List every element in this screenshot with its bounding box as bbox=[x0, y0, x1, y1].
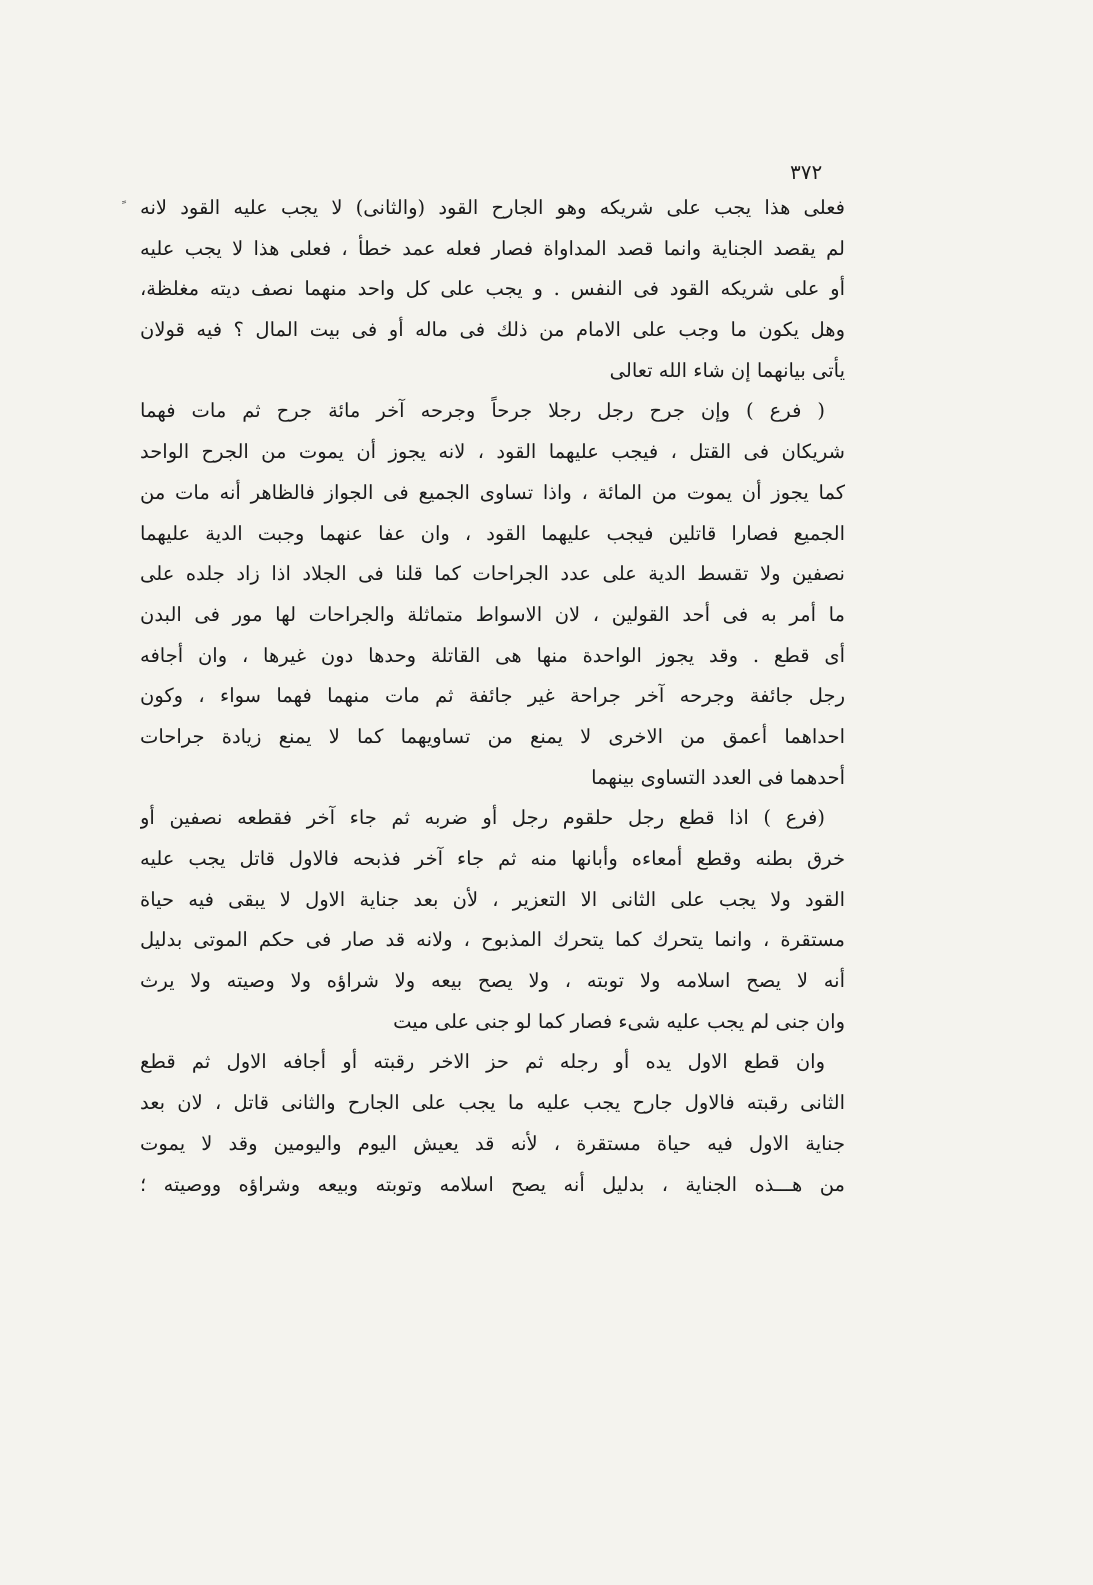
text-line: أنه لا يصح اسلامه ولا توبته ، ولا يصح بيعه ولا شراؤه ولا وصيته ولا يرث bbox=[140, 969, 845, 993]
text-line: (فرع ) اذا قطع رجل حلقوم رجل أو ضربه ثم جاء آخر فقطعه نصفين أو bbox=[140, 806, 825, 830]
text-line: خرق بطنه وقطع أمعاءه وأبانها منه ثم جاء آخر فذبحه فالاول قاتل يجب عليه bbox=[140, 847, 845, 870]
text-line: فعلى هذا يجب على شريكه وهو الجارح القود (والثانى) لا يجب عليه القود لانه bbox=[140, 196, 845, 219]
text-line: أو على شريكه القود فى النفس . و يجب على كل واحد منهما نصف ديته مغلظة، bbox=[140, 277, 845, 301]
text-line: شريكان فى القتل ، فيجب عليهما القود ، لانه يجوز أن يموت من الجرح الواحد bbox=[140, 440, 845, 464]
page-number: ٣٧٢ bbox=[790, 160, 823, 184]
text-line: أى قطع . وقد يجوز الواحدة منها هى القاتلة وحدها دون غيرها ، وان أجافه bbox=[140, 643, 845, 667]
text-line: احداهما أعمق من الاخرى لا يمنع من تساويهما كما لا يمنع زيادة جراحات bbox=[140, 724, 845, 748]
text-line: الجميع فصارا قاتلين فيجب عليهما القود ، وان عفا عنهما وجبت الدية عليهما bbox=[140, 521, 845, 545]
text-line: وان قطع الاول يده أو رجله ثم حز الاخر رقبته أو أجافه الاول ثم قطع bbox=[140, 1050, 825, 1074]
margin-mark: ﹰ bbox=[122, 200, 127, 216]
text-line: كما يجوز أن يموت من المائة ، واذا تساوى الجميع فى الجواز فالظاهر أنه مات من bbox=[140, 480, 845, 504]
text-line: من هـــذه الجناية ، بدليل أنه يصح اسلامه وتوبته وبيعه وشراؤه ووصيته ؛ bbox=[140, 1172, 845, 1196]
body-text bbox=[140, 188, 845, 1205]
text-line: ما أمر به فى أحد القولين ، لان الاسواط متماثلة والجراحات لها مور فى البدن bbox=[140, 602, 845, 626]
text-line: نصفين ولا تقسط الدية على عدد الجراحات كما قلنا فى الجلاد اذا زاد جلده على bbox=[140, 562, 845, 586]
text-line: وان جنى لم يجب عليه شىء فصار كما لو جنى على ميت bbox=[393, 1009, 845, 1033]
text-line: يأتى بيانهما إن شاء الله تعالى bbox=[609, 358, 845, 382]
text-line: مستقرة ، وانما يتحرك كما يتحرك المذبوح ، ولانه قد صار فى حكم الموتى بدليل bbox=[140, 928, 845, 952]
text-line: لم يقصد الجناية وانما قصد المداواة فصار فعله عمد خطأ ، فعلى هذا لا يجب عليه bbox=[140, 236, 845, 260]
text-line: الثانى رقبته فالاول جارح يجب عليه ما يجب على الجارح والثانى قاتل ، لان بعد bbox=[140, 1091, 845, 1115]
text-line: وهل يكون ما وجب على الامام من ذلك فى ماله أو فى بيت المال ؟ فيه قولان bbox=[140, 318, 845, 342]
text-line: رجل جائفة وجرحه آخر جراحة غير جائفة ثم مات منهما فهما سواء ، وكون bbox=[140, 684, 845, 708]
text-line: جناية الاول فيه حياة مستقرة ، لأنه قد يعيش اليوم واليومين وقد لا يموت bbox=[140, 1131, 845, 1155]
text-line: ( فرع ) وإن جرح رجل رجلا جرحاً وجرحه آخر مائة جرح ثم مات فهما bbox=[140, 399, 825, 423]
text-line: أحدهما فى العدد التساوى بينهما bbox=[591, 765, 845, 789]
text-line: القود ولا يجب على الثانى الا التعزير ، لأن بعد جناية الاول لا يبقى فيه حياة bbox=[140, 887, 845, 911]
